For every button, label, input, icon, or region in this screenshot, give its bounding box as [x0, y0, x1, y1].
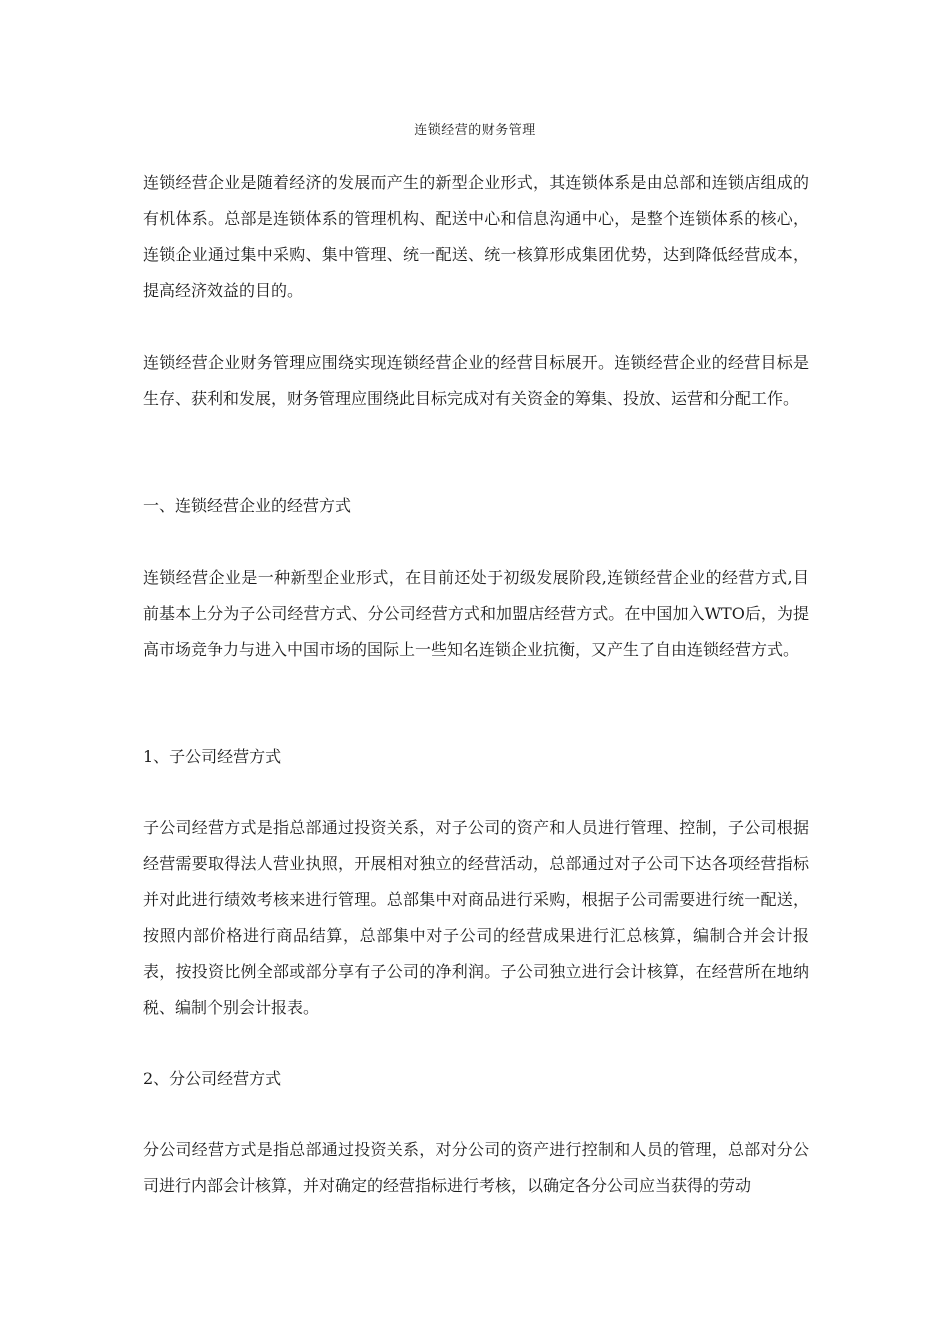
paragraph-intro: 连锁经营企业是随着经济的发展而产生的新型企业形式，其连锁体系是由总部和连锁店组成的有机体系。总部是连锁体系的管理机构、配送中心和信息沟通中心，是整个连锁体系的核心，连锁企业通过集中采购、集中管理、统一配送、统一核算形成集团优势，达到降低经营成本，提高经济效益的目的。: [143, 173, 809, 300]
document-title: 连锁经营的财务管理: [414, 123, 536, 138]
subsection-heading-1: 1、子公司经营方式: [143, 747, 282, 766]
section-heading-1: 一、连锁经营企业的经营方式: [143, 496, 352, 515]
subsection-heading-2: 2、分公司经营方式: [143, 1069, 282, 1088]
paragraph-branch: 分公司经营方式是指总部通过投资关系，对分公司的资产进行控制和人员的管理，总部对分公司进行内部会计核算，并对确定的经营指标进行考核，以确定各分公司应当获得的劳动: [143, 1140, 809, 1195]
paragraph-modes: 连锁经营企业是一种新型企业形式，在目前还处于初级发展阶段,连锁经营企业的经营方式,目前基本上分为子公司经营方式、分公司经营方式和加盟店经营方式。在中国加入WTO后，为提高市场竞争力与进入中国市场的国际上一些知名连锁企业抗衡，又产生了自由连锁经营方式。: [143, 568, 809, 659]
paragraph-subsidiary: 子公司经营方式是指总部通过投资关系，对子公司的资产和人员进行管理、控制，子公司根据经营需要取得法人营业执照，开展相对独立的经营活动，总部通过对子公司下达各项经营指标并对此进行绩效考核来进行管理。总部集中对商品进行采购，根据子公司需要进行统一配送，按照内部价格进行商品结算，总部集中对子公司的经营成果进行汇总核算，编制合并会计报表，按投资比例全部或部分享有子公司的净利润。子公司独立进行会计核算，在经营所在地纳税、编制个别会计报表。: [143, 818, 809, 1017]
paragraph-goals: 连锁经营企业财务管理应围绕实现连锁经营企业的经营目标展开。连锁经营企业的经营目标是生存、获利和发展，财务管理应围绕此目标完成对有关资金的筹集、投放、运营和分配工作。: [143, 353, 809, 408]
